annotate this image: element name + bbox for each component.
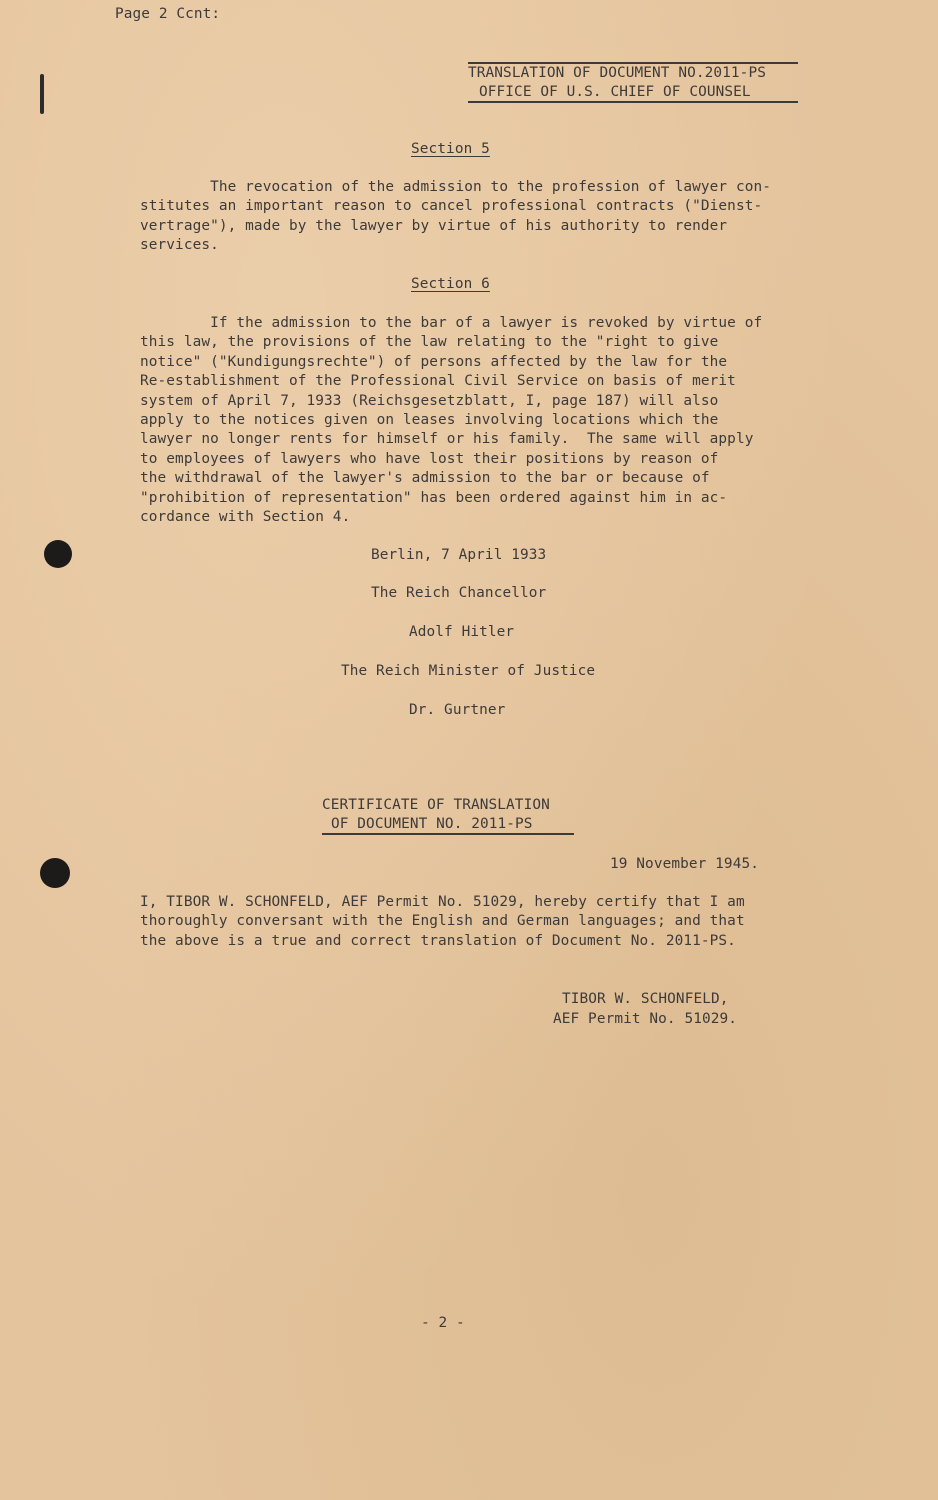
paragraph-line: thoroughly conversant with the English and German languages; and that	[140, 913, 745, 930]
minister-name: Dr. Gurtner	[409, 702, 506, 718]
paragraph-line: I, TIBOR W. SCHONFELD, AEF Permit No. 51029, hereby certify that I am	[140, 894, 745, 910]
signer-permit: AEF Permit No. 51029.	[553, 1011, 738, 1027]
paragraph-line: vertrage"), made by the lawyer by virtue of his authority to render	[140, 217, 728, 234]
certificate-date: 19 November 1945.	[610, 856, 759, 872]
paragraph-line: apply to the notices given on leases involving locations which the	[140, 412, 719, 429]
certificate-rule	[322, 833, 574, 835]
paragraph-line: services.	[140, 237, 219, 254]
punch-hole-top	[44, 540, 72, 568]
paragraph-line: the above is a true and correct translation of Document No. 2011-PS.	[140, 932, 736, 949]
paragraph-line: The revocation of the admission to the profession of lawyer con-	[140, 179, 771, 195]
page-number: - 2 -	[421, 1315, 465, 1331]
paragraph-line: "prohibition of representation" has been ordered against him in ac-	[140, 489, 728, 506]
header-title-line1: TRANSLATION OF DOCUMENT NO.2011-PS	[468, 65, 766, 81]
page-label: Page 2 Ccnt:	[115, 6, 221, 22]
paragraph-line: this law, the provisions of the law relating to the "right to give	[140, 334, 719, 351]
section-6-paragraph	[140, 314, 840, 527]
paragraph-line: notice" ("Kundigungsrechte") of persons affected by the law for the	[140, 353, 728, 370]
minister-title: The Reich Minister of Justice	[341, 663, 596, 679]
paragraph-line: Re-establishment of the Professional Civil Service on basis of merit	[140, 373, 736, 390]
paragraph-line: the withdrawal of the lawyer's admission to the bar or because of	[140, 470, 710, 487]
certificate-statement	[140, 893, 840, 951]
binder-mark	[40, 74, 44, 114]
header-title-line2: OFFICE OF U.S. CHIEF OF COUNSEL	[479, 84, 751, 100]
chancellor-title: The Reich Chancellor	[371, 585, 547, 601]
header-bottom-rule	[468, 101, 798, 103]
place-date: Berlin, 7 April 1933	[371, 547, 547, 563]
certificate-title-line2: OF DOCUMENT NO. 2011-PS	[331, 816, 533, 832]
certificate-title-line1: CERTIFICATE OF TRANSLATION	[322, 797, 550, 813]
signer-name: TIBOR W. SCHONFELD,	[562, 991, 729, 1007]
paragraph-line: lawyer no longer rents for himself or his family. The same will apply	[140, 431, 754, 448]
paragraph-line: If the admission to the bar of a lawyer is revoked by virtue of	[140, 315, 763, 331]
paragraph-line: cordance with Section 4.	[140, 509, 351, 526]
section-6-heading: Section 6	[411, 276, 490, 292]
paragraph-line: stitutes an important reason to cancel professional contracts ("Dienst-	[140, 198, 763, 215]
paragraph-line: to employees of lawyers who have lost their positions by reason of	[140, 450, 719, 467]
chancellor-name: Adolf Hitler	[409, 624, 515, 640]
punch-hole-bottom	[40, 858, 70, 888]
paragraph-line: system of April 7, 1933 (Reichsgesetzblatt, I, page 187) will also	[140, 392, 719, 409]
section-5-heading: Section 5	[411, 141, 490, 157]
section-5-paragraph	[140, 178, 840, 256]
